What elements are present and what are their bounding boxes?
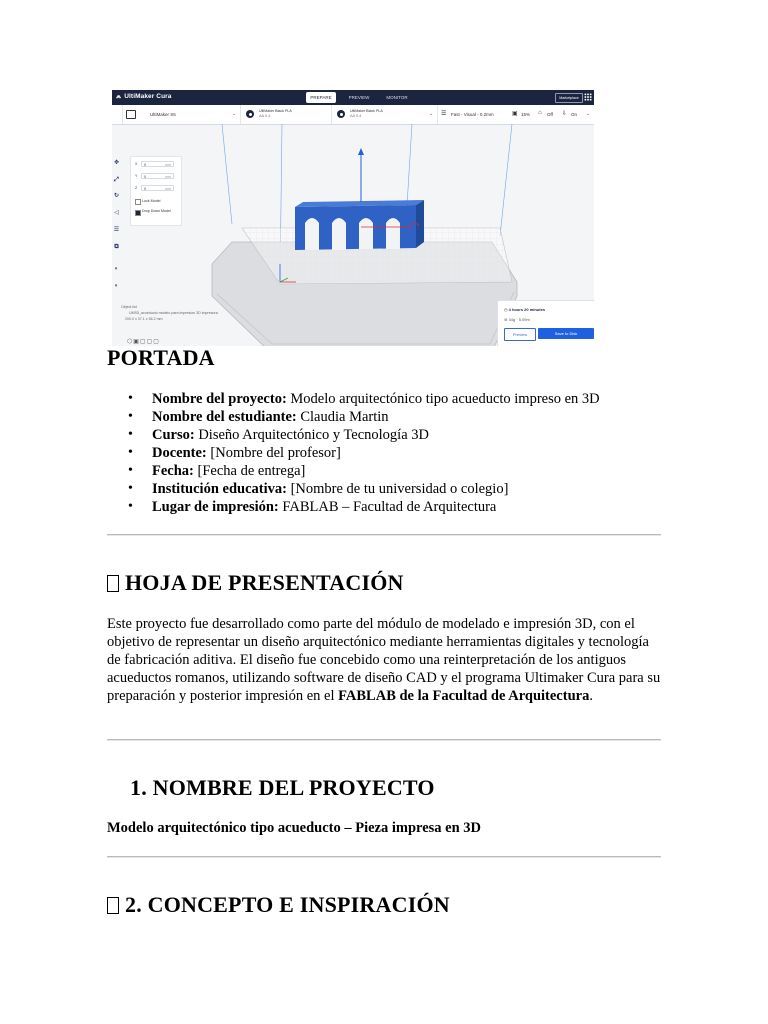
extruder-1-material: UltiMaker Black PLA (259, 109, 292, 113)
cura-screenshot (112, 90, 594, 346)
z-label: Z (135, 186, 138, 190)
mirror-tool-icon[interactable]: ◁ (114, 210, 119, 216)
infill-value: 15% (521, 112, 531, 117)
object-dimensions: 200.0 x 37.1 x 56.2 mm (125, 317, 163, 321)
missing-glyph-icon (107, 575, 119, 592)
aqueduct-model[interactable] (295, 200, 424, 250)
extruder-icon (246, 110, 254, 118)
portada-list (107, 390, 600, 516)
move-panel (130, 156, 182, 226)
tab-preview[interactable]: PREVIEW (348, 95, 370, 100)
sliders-icon: ☰ (441, 111, 447, 117)
preview-button[interactable]: Preview (504, 328, 536, 341)
support-blocker-icon[interactable]: ⧉ (114, 244, 119, 250)
portada-title: PORTADA (107, 345, 215, 370)
section-divider (107, 739, 661, 741)
cura-toolbar (112, 105, 594, 125)
list-item: • Curso: Diseño Arquitectónico y Tecnología 3D (107, 426, 600, 444)
left-toolbar (112, 150, 121, 300)
hoja-title: HOJA DE PRESENTACIÓN (107, 570, 404, 596)
adhesion-icon: ⇩ (562, 111, 568, 117)
extruder-1-core: AA 0.4 (259, 114, 271, 118)
cura-title-bar (112, 90, 594, 105)
x-label: X (135, 162, 138, 166)
chevron-down-icon: ⌄ (429, 111, 434, 117)
print-settings-selector[interactable] (438, 105, 594, 124)
printer-name: UltiMaker S5 (150, 112, 176, 117)
infill-icon: ▣ (512, 111, 518, 117)
list-item: • Lugar de impresión: FABLAB – Facultad de Arquitectura (107, 498, 600, 516)
extruder-icon (337, 110, 345, 118)
section-1-title: 1. NOMBRE DEL PROYECTO (130, 775, 435, 800)
x-input[interactable]: 0 mm (141, 161, 174, 167)
z-input[interactable]: 0 mm (141, 185, 174, 191)
section-divider (107, 856, 661, 858)
list-item: • Nombre del proyecto: Modelo arquitectónico tipo acueducto impreso en 3D (107, 390, 600, 408)
chevron-down-icon: ⌄ (586, 111, 591, 117)
extruder-1-selector[interactable] (241, 105, 332, 124)
tab-prepare[interactable]: PREPARE (306, 92, 336, 103)
scale-tool-icon[interactable]: ⤢ (114, 177, 119, 183)
material-usage: ⊚ 34g · 5.09m (504, 317, 530, 322)
cura-logo: ⩕ UltiMaker Cura (116, 93, 172, 100)
object-name: UMS5_acueducto modelo para impresion 3D impresora (129, 311, 218, 315)
tab-monitor[interactable]: MONITOR (386, 95, 408, 100)
object-info (121, 304, 218, 322)
lock-model-checkbox[interactable] (135, 199, 141, 205)
chevron-down-icon: ⌄ (232, 111, 237, 117)
y-label: Y (135, 174, 138, 178)
extruder-2-selector[interactable] (332, 105, 438, 124)
list-item: • Fecha: [Fecha de entrega] (107, 462, 600, 480)
print-time: ◷ 4 hours 20 minutes (504, 307, 546, 312)
drop-down-checkbox[interactable] (135, 210, 141, 216)
lock-model-label: Lock Model (142, 199, 161, 203)
extruder-2-material: UltiMaker Black PLA (350, 109, 383, 113)
support-value: Off (547, 112, 553, 117)
printer-selector[interactable] (140, 105, 241, 124)
move-arrow-head[interactable] (358, 148, 364, 155)
extruder-2-tool-icon[interactable]: ◐ (114, 283, 119, 289)
profile-label: Fast - Visual - 0.2mm (451, 112, 494, 117)
extruder-1-tool-icon[interactable]: ◐ (114, 266, 119, 272)
rotate-tool-icon[interactable]: ↻ (113, 193, 120, 199)
adhesion-value: On (571, 112, 578, 117)
missing-glyph-icon (107, 897, 119, 914)
apps-grid-icon[interactable] (584, 93, 592, 101)
support-icon: ⌂ (538, 110, 542, 116)
folder-icon[interactable] (126, 110, 136, 119)
list-item: • Nombre del estudiante: Claudia Martin (107, 408, 600, 426)
open-file-cell[interactable] (112, 105, 123, 124)
drop-down-label: Drop Down Model (142, 209, 171, 213)
marketplace-button[interactable]: Marketplace (555, 93, 583, 103)
list-item: • Institución educativa: [Nombre de tu universidad o colegio] (107, 480, 600, 498)
print-estimate-panel (497, 300, 594, 346)
view-orientation-icons[interactable]: ⬡▣▢▢▢ (127, 339, 160, 345)
section-1-subtitle: Modelo arquitectónico tipo acueducto – Pieza impresa en 3D (107, 820, 482, 836)
extruder-2-core: AA 0.4 (350, 114, 362, 118)
list-item: • Docente: [Nombre del profesor] (107, 444, 600, 462)
section-2-title: 2. CONCEPTO E INSPIRACIÓN (107, 892, 450, 918)
move-tool-icon[interactable]: ✥ (113, 160, 120, 166)
y-input[interactable]: 0 mm (141, 173, 174, 179)
per-model-settings-icon[interactable]: ☰ (113, 227, 120, 233)
object-list-label[interactable]: Object list (121, 305, 137, 309)
section-divider (107, 534, 661, 536)
save-to-disk-button[interactable]: Save to Disk (538, 328, 594, 339)
hoja-paragraph: Este proyecto fue desarrollado como parte del módulo de modelado e impresión 3D, con el objetivo de representar un diseño arquitectónico mediante herramientas digitales y tecnología de fabricación aditiva. El diseño fue concebido como una reinterpretación de los antiguos acueductos romanos, utilizando software de diseño CAD y el programa Ultimaker Cura para su preparación y posterior impresión en el FABLAB de la Facultad de Arquitectura. (107, 616, 661, 704)
